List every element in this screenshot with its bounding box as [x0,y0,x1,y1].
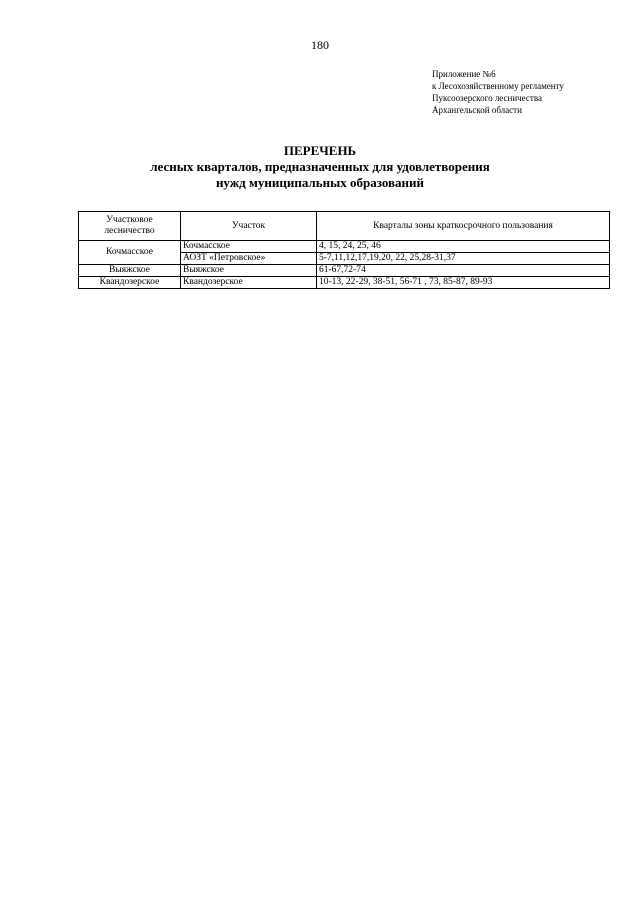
cell-quarters: 5-7,11,12,17,19,20, 22, 25,28-31,37 [317,253,610,265]
cell-quarters: 61-67,72-74 [317,265,610,277]
table-row [79,241,610,253]
table-row [79,277,610,289]
header-forestry-line1: Участковое [106,215,153,225]
appendix-note [432,68,632,116]
appendix-line: Архангельской области [432,105,522,115]
cell-plot: АОЗТ «Петровское» [181,253,317,265]
cell-forestry: Выяжское [79,265,181,277]
title-subheading: лесных кварталов, предназначенных для удовлетворения [150,159,490,174]
cell-plot: Выяжское [181,265,317,277]
title-subheading: нужд муниципальных образований [215,175,425,190]
cell-plot: Кочмасское [181,241,317,253]
cell-quarters: 10-13, 22-29, 38-51, 56-71 , 73, 85-87, 89-93 [317,277,610,289]
document-title [0,143,640,191]
table-header-row [79,212,610,241]
header-forestry-line2: лесничество [104,226,155,236]
header-quarters: Кварталы зоны краткосрочного пользования [317,212,610,241]
cell-forestry: Кочмасское [79,241,181,265]
header-plot: Участок [181,212,317,241]
appendix-line: Приложение №6 [432,69,496,79]
cell-forestry: Квандозерское [79,277,181,289]
title-heading: ПЕРЕЧЕНЬ [283,143,357,158]
quarters-table [78,211,610,289]
cell-plot: Квандозерское [181,277,317,289]
appendix-line: к Лесохозяйственному регламенту [432,81,564,91]
header-forestry [79,212,181,241]
cell-quarters: 4, 15, 24, 25, 46 [317,241,610,253]
page-number: 180 [311,38,329,52]
table-row [79,265,610,277]
appendix-line: Пуксоозерского лесничества [432,93,542,103]
